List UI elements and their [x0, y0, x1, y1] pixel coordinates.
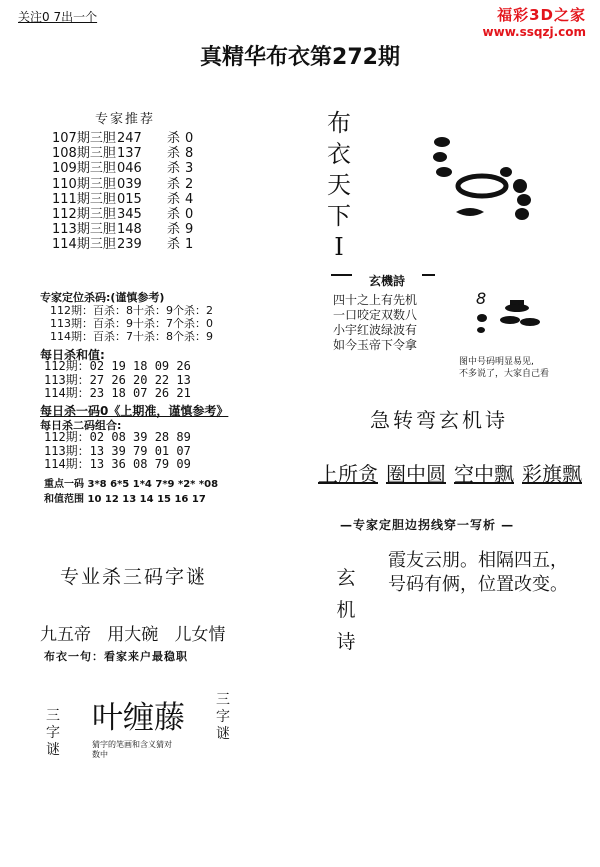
phrase: 空中飘 — [454, 462, 514, 486]
two-code-heading: 每日杀二码组合: — [40, 419, 122, 432]
page-title: 真精华布衣第272期 — [200, 45, 400, 70]
history-row: 108期三胆137 杀 8 — [52, 146, 194, 162]
poem-line: 如今玉帝下令拿 — [333, 338, 418, 352]
brand-url: www.ssqzj.com — [482, 25, 586, 39]
riddle-center-big: 叶缠藤 — [92, 700, 185, 736]
phrase: 圈中圆 — [386, 462, 446, 486]
kill-position-heading: 专家定位杀码:(谨慎参考) — [40, 291, 165, 304]
kill-sum-heading: 每日杀和值: — [40, 348, 105, 362]
expert-section-title: 专家推荐 — [95, 112, 156, 127]
riddle-word: 用大碗 — [107, 625, 159, 645]
riddle-center-small: 猜字的笔画和含义猜对数中 — [92, 740, 172, 759]
xuanji-line: 霞友云朋。相隔四五， — [388, 550, 568, 571]
four-phrases — [318, 458, 590, 487]
phrase: 上所贪 — [318, 462, 378, 486]
xuanji-vertical-label: 玄机诗 — [336, 567, 356, 653]
history-row: 109期三胆046 杀 3 — [52, 161, 194, 177]
xuanji-poem — [388, 549, 568, 597]
kill-sum-row: 113期：27 26 20 22 13 — [44, 372, 191, 387]
xuanji-box-poem — [333, 293, 417, 353]
history-row: 111期三胆015 杀 4 — [52, 191, 194, 207]
kill-sum-row: 114期：23 18 07 26 21 — [44, 386, 191, 400]
xuanji-line: 号码有俩，位置改变。 — [388, 574, 568, 595]
kill-position-block — [40, 291, 213, 343]
two-code-row: 114期：13 36 08 79 09 — [44, 457, 191, 471]
riddle-word: 九五帝 — [40, 625, 91, 645]
two-code-row: 112期：02 08 39 28 89 — [44, 430, 191, 444]
poem-line: 一口咬定双数八 — [333, 308, 418, 322]
buyi-vertical-title: 布衣天下Ⅰ — [327, 109, 351, 261]
riddle-words — [40, 620, 225, 645]
kill-position-row: 114期：百杀：7十杀：8个杀：9 — [50, 330, 213, 343]
riddle-title: 专业杀三码字谜 — [60, 566, 208, 588]
mini-number-image — [472, 288, 552, 338]
kill-position-row: 113期：百杀：9十杀：7个杀：0 — [50, 317, 213, 330]
svg-text:8: 8 — [476, 289, 487, 308]
expert-rule-line: —专家定胆边拐线穿一写析 — — [340, 518, 515, 532]
sum-range-line: 和值范围 10 12 13 14 15 16 17 — [44, 494, 206, 505]
brand-watermark — [483, 4, 586, 39]
riddle-word: 儿女情 — [174, 625, 226, 645]
brand-name: 福彩3D之家 — [497, 6, 586, 24]
history-row: 113期三胆148 杀 9 — [52, 222, 194, 238]
coin-shapes-icon — [433, 137, 531, 220]
riddle-right-label: 三字谜 — [216, 692, 230, 742]
number-shapes-image — [428, 130, 540, 230]
top-note: 关注0 7出一个 — [18, 10, 98, 24]
history-row: 114期三胆239 杀 1 — [52, 237, 194, 253]
ingot-shapes-icon — [476, 289, 540, 333]
phrase: 彩旗飘 — [522, 462, 582, 486]
one-code-line: 每日杀一码0《上期准，谨慎参考》 — [40, 404, 229, 418]
riddle-left-label: 三字谜 — [46, 708, 60, 758]
buyi-line: 布衣一句：看家来户最稳职 — [44, 650, 188, 663]
history-row: 112期三胆345 杀 0 — [52, 207, 194, 223]
poem-line: 四十之上有先机 — [333, 293, 418, 307]
history-list — [52, 131, 193, 253]
poem-line: 小宇红波绿波有 — [333, 323, 418, 337]
kill-sum-list — [44, 360, 191, 401]
kill-position-row: 112期：百杀：8十杀：9个杀：2 — [50, 304, 213, 317]
kill-sum-row: 112期：02 19 18 09 26 — [44, 359, 191, 373]
two-code-list — [44, 431, 191, 472]
two-code-row: 113期：13 39 79 01 07 — [44, 443, 191, 458]
history-row: 107期三胆247 杀 0 — [52, 131, 194, 146]
focus-line: 重点一码 3*8 6*5 1*4 7*9 *2* *08 — [44, 479, 219, 490]
image-note: 图中号码明显易见, 不多说了，大家自己看 — [459, 357, 550, 379]
riddle-poem-title: 急转弯玄机诗 — [370, 408, 508, 432]
history-row: 110期三胆039 杀 2 — [52, 176, 194, 192]
xuanji-box-title: 玄機詩 — [352, 272, 422, 289]
